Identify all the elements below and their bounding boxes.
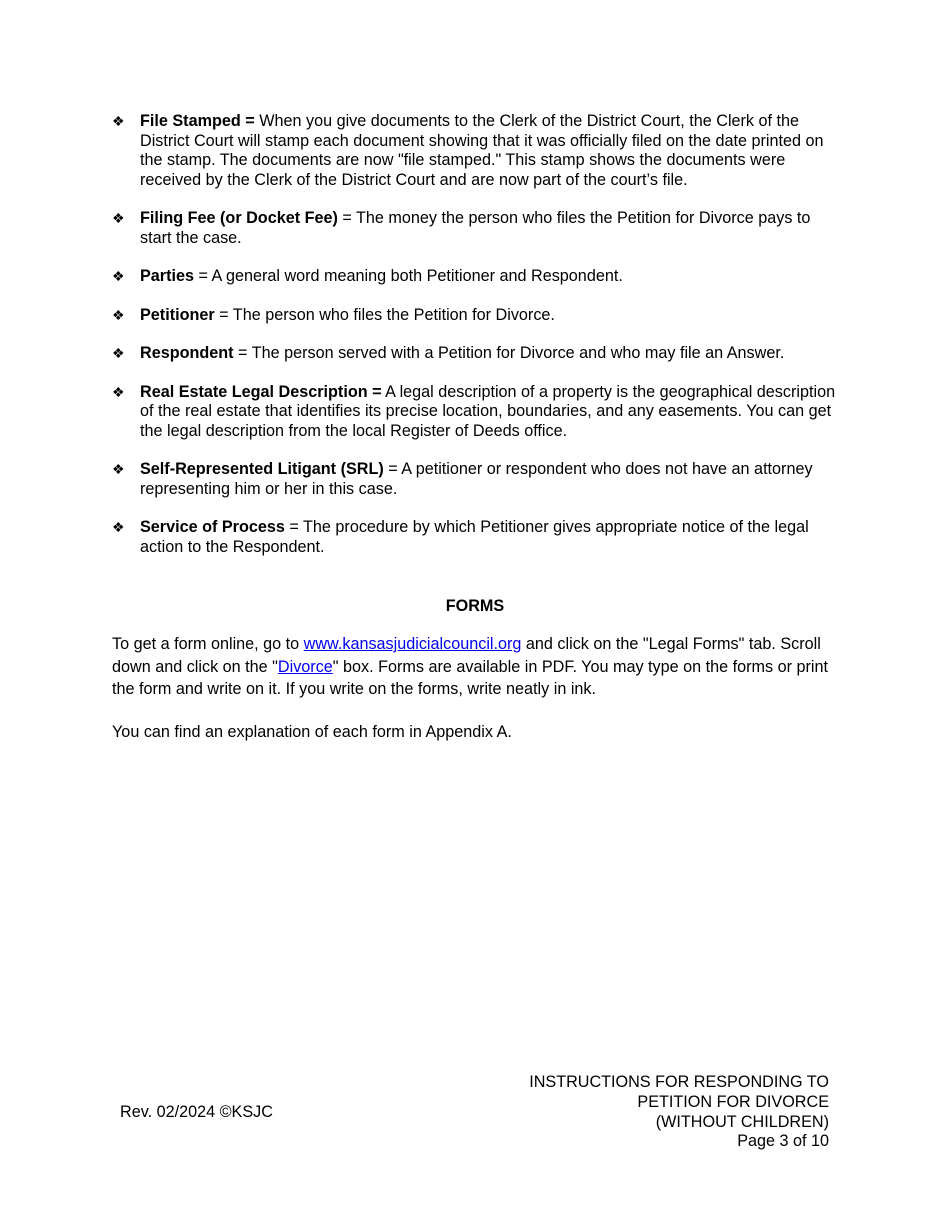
- diamond-bullet-icon: ❖: [112, 268, 125, 284]
- footer-document-title: [529, 1073, 829, 1152]
- diamond-bullet-icon: ❖: [112, 210, 125, 226]
- diamond-bullet-icon: ❖: [112, 113, 125, 129]
- definition-item: [112, 209, 842, 248]
- diamond-bullet-icon: ❖: [112, 306, 125, 323]
- definition-text: = A petitioner or respondent who does not have an attorney representing him or her in this case.: [140, 460, 813, 498]
- definition-term: Filing Fee (or Docket Fee): [140, 209, 338, 227]
- diamond-bullet-icon: ❖: [112, 461, 125, 477]
- footer-line: INSTRUCTIONS FOR RESPONDING TO: [529, 1073, 829, 1091]
- definition-item: [112, 518, 842, 557]
- definition-text: = The procedure by which Petitioner gives appropriate notice of the legal action to the Respondent.: [140, 518, 809, 556]
- definition-text: = The person served with a Petition for Divorce and who may file an Answer.: [233, 344, 785, 362]
- footer-line: PETITION FOR DIVORCE: [637, 1092, 829, 1111]
- definition-term: Service of Process: [140, 518, 285, 536]
- definition-term: Real Estate Legal Description =: [140, 382, 382, 401]
- definition-text: = The person who files the Petition for Divorce.: [214, 305, 555, 324]
- definition-item: [112, 383, 842, 442]
- forms-text-part: and click on the "Legal Forms" tab. Scroll down and click on the ": [112, 635, 821, 676]
- forms-heading: FORMS: [445, 597, 505, 615]
- appendix-paragraph: You can find an explanation of each form in Appendix A.: [112, 723, 512, 741]
- definitions-list: [112, 112, 842, 576]
- definition-term: Parties: [140, 267, 194, 285]
- forms-instructions-paragraph: [112, 633, 842, 701]
- definition-item: [112, 267, 842, 287]
- page-number: Page 3 of 10: [737, 1132, 829, 1151]
- forms-text-part: " box. Forms are available in PDF. You may type on the forms or print the form and write on it. If you write on the forms, write neatly in ink.: [112, 657, 828, 698]
- definition-text: = The money the person who files the Petition for Divorce pays to start the case.: [140, 209, 811, 247]
- definition-term: Self-Represented Litigant (SRL): [140, 460, 384, 478]
- revision-label: Rev. 02/2024 ©KSJC: [120, 1103, 273, 1121]
- forms-text-part: To get a form online, go to: [112, 635, 304, 653]
- definition-text: When you give documents to the Clerk of the District Court, the Clerk of the District Court will stamp each document showing that it was officially filed on the date printed on the stamp. The documents are now "file stamped." This stamp shows the documents were received by the Clerk of the District Court and are now part of the court’s file.: [140, 112, 824, 189]
- footer-line: (WITHOUT CHILDREN): [655, 1112, 829, 1131]
- definition-term: File Stamped =: [140, 112, 255, 130]
- definition-item: [112, 344, 842, 364]
- definition-text: A legal description of a property is the geographical description of the real estate that identifies its precise location, boundaries, and any easements. You can get the legal description from the local Register of Deeds office.: [140, 382, 836, 440]
- diamond-bullet-icon: ❖: [112, 383, 125, 400]
- definition-text: = A general word meaning both Petitioner and Respondent.: [194, 267, 623, 285]
- definition-term: Petitioner: [140, 305, 215, 324]
- definition-term: Respondent: [140, 344, 234, 362]
- definition-item: [112, 112, 842, 190]
- definition-item: [112, 306, 842, 326]
- definition-item: [112, 460, 842, 499]
- diamond-bullet-icon: ❖: [112, 345, 125, 361]
- kansas-judicial-council-link[interactable]: www.kansasjudicialcouncil.org: [303, 635, 522, 653]
- diamond-bullet-icon: ❖: [112, 519, 125, 535]
- divorce-link[interactable]: Divorce: [277, 657, 333, 676]
